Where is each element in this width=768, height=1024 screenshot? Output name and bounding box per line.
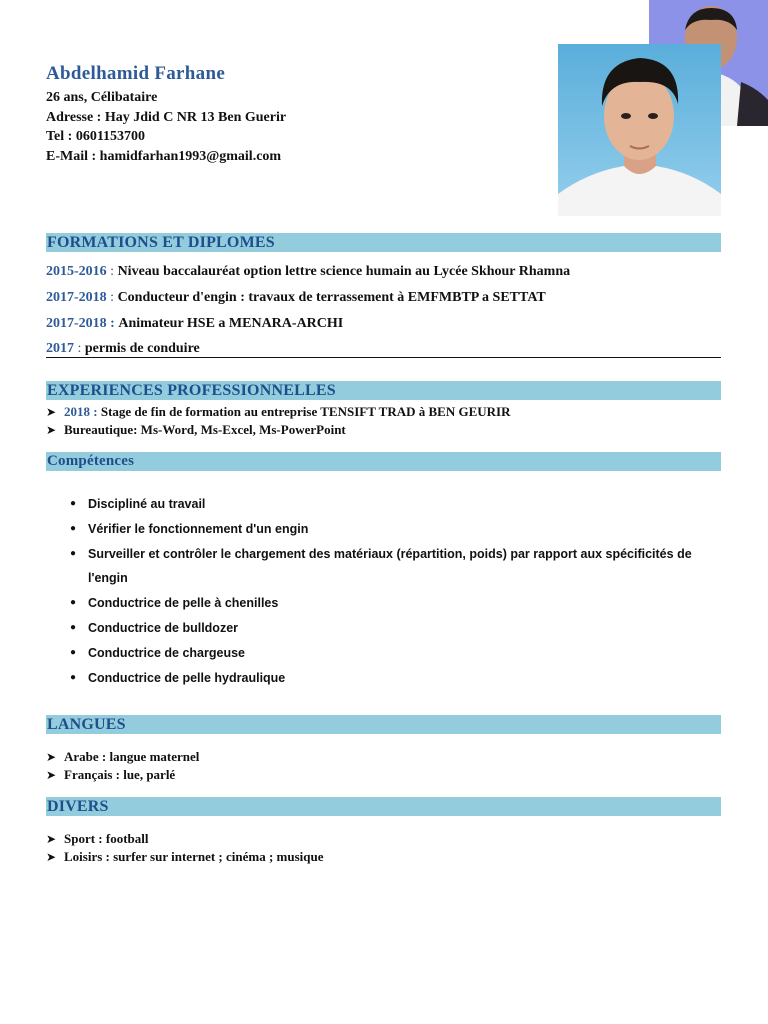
bullet-dot-icon: ● [70, 646, 77, 658]
formation-year: 2017 [46, 341, 74, 356]
list-item [46, 421, 511, 439]
langues-list [46, 748, 199, 784]
formation-year: 2015-2016 [46, 264, 107, 279]
section-experiences-title: EXPERIENCES PROFESSIONNELLES [46, 381, 721, 400]
contact-block [46, 88, 286, 166]
bullet-dot-icon: ● [70, 597, 77, 609]
age-status: 26 ans, Célibataire [46, 90, 158, 105]
formation-item [46, 316, 343, 332]
formation-text: Animateur HSE a MENARA-ARCHI [118, 316, 344, 331]
experience-text: Stage de fin de formation au entreprise TENSIFT TRAD à BEN GEURIR [100, 404, 511, 419]
formation-sep: : [106, 290, 118, 305]
formation-year: 2017-2018 [46, 290, 107, 305]
experience-year: 2018 : [64, 404, 98, 419]
section-formations-title: FORMATIONS ET DIPLOMES [46, 233, 721, 252]
list-item: ➤ Sport : football [46, 831, 149, 846]
formation-text: Conducteur d'engin : travaux de terrassement à EMFMBTP a SETTAT [117, 290, 546, 305]
list-item: ● Surveiller et contrôler le chargement des matériaux (répartition, poids) par rapport aux spécificités de l'engin [70, 542, 708, 592]
address: Adresse : Hay Jdid C NR 13 Ben Guerir [46, 109, 287, 125]
arrowhead-icon: ➤ [46, 405, 57, 419]
divers-list [46, 830, 324, 866]
experience-text: Bureautique: Ms-Word, Ms-Excel, Ms-PowerPoint [64, 422, 346, 437]
list-item: ● Vérifier le fonctionnement d'un engin [70, 517, 708, 542]
formation-sep: : [74, 341, 85, 356]
formation-text: Niveau baccalauréat option lettre science humain au Lycée Skhour Rhamna [117, 264, 571, 279]
profile-photo [558, 44, 721, 216]
arrowhead-icon: ➤ [46, 768, 57, 782]
list-item: ● Conductrice de bulldozer [70, 616, 708, 641]
formation-sep: : [106, 264, 118, 279]
section-divers-title: DIVERS [46, 797, 721, 816]
bullet-dot-icon: ● [70, 498, 77, 509]
email: E-Mail : hamidfarhan1993@gmail.com [46, 148, 282, 164]
formation-item [46, 264, 570, 280]
arrowhead-icon: ➤ [46, 750, 57, 764]
bullet-dot-icon: ● [70, 547, 77, 559]
bullet-dot-icon: ● [70, 522, 77, 534]
portrait-image [558, 44, 721, 216]
list-item: ● Conductrice de pelle hydraulique [70, 666, 708, 691]
arrowhead-icon: ➤ [46, 832, 57, 846]
list-item: ● Conductrice de chargeuse [70, 641, 708, 666]
arrowhead-icon: ➤ [46, 850, 57, 864]
bullet-dot-icon: ● [70, 621, 77, 633]
arrowhead-icon: ➤ [46, 423, 57, 437]
experiences-list [46, 403, 511, 439]
divider [46, 357, 721, 358]
formation-text: permis de conduire [84, 341, 200, 356]
competences-list [70, 492, 708, 690]
list-item: ➤ Arabe : langue maternel [46, 749, 200, 764]
list-item: ● Conductrice de pelle à chenilles [70, 591, 708, 616]
list-item: ➤ Français : lue, parlé [46, 767, 176, 782]
phone: Tel : 0601153700 [46, 129, 146, 144]
formation-year: 2017-2018 : [46, 316, 115, 331]
list-item: ● Discipliné au travail [70, 492, 708, 517]
section-langues-title: LANGUES [46, 715, 721, 734]
formation-item [46, 290, 546, 306]
list-item: ➤ Loisirs : surfer sur internet ; cinéma ; musique [46, 849, 324, 864]
section-competences-title: Compétences [46, 452, 721, 471]
bullet-dot-icon: ● [70, 671, 77, 683]
list-item [46, 403, 511, 421]
formation-item [46, 341, 200, 357]
candidate-name: Abdelhamid Farhane [46, 63, 226, 84]
